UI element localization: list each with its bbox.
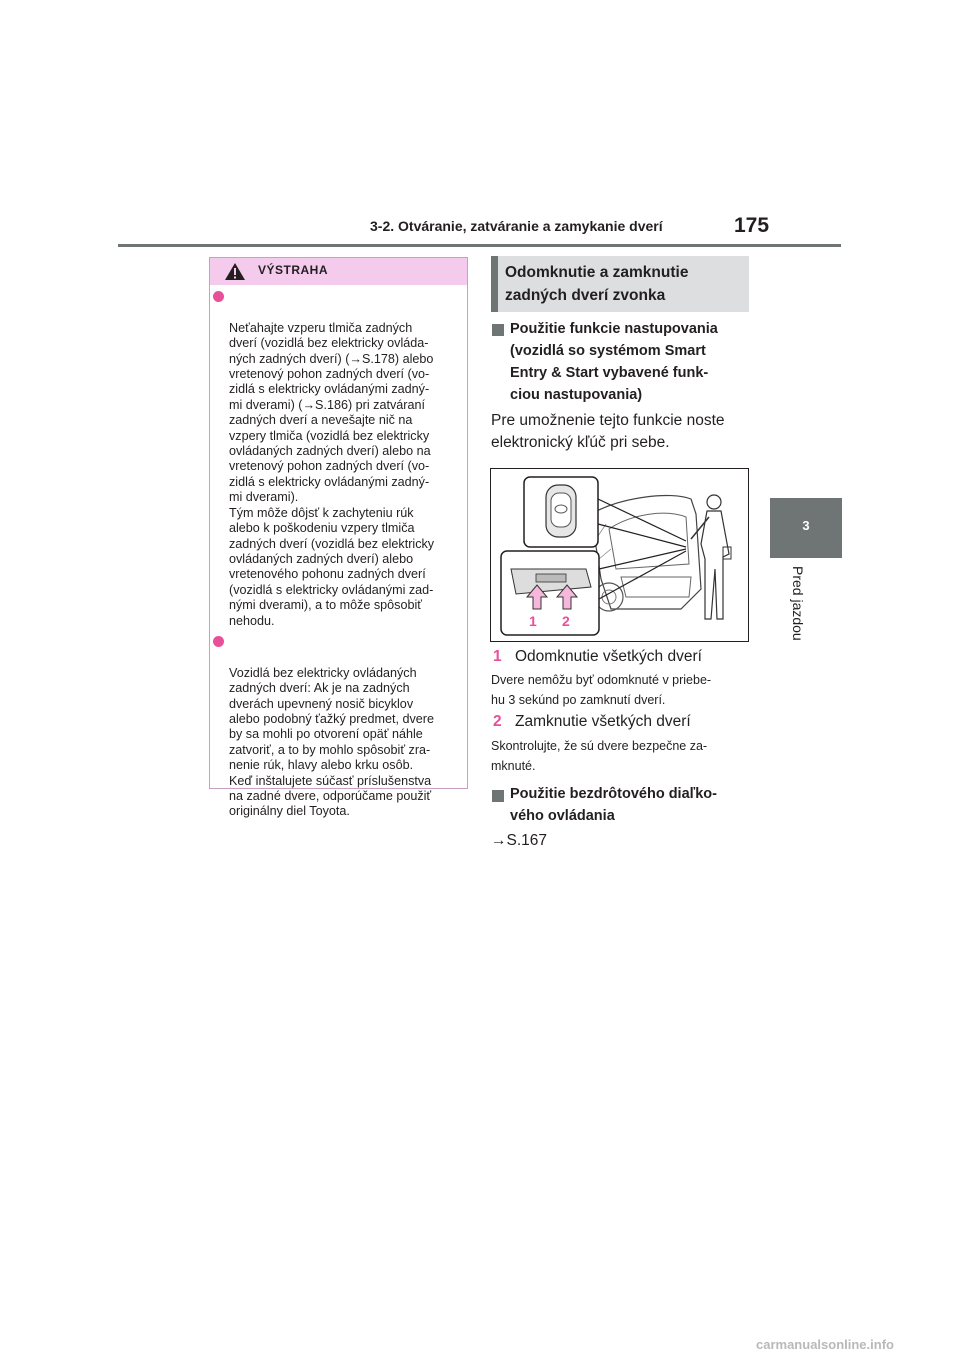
warning-item-text: Neťahajte vzperu tlmiča zadných dverí (vozidlá bez elektricky ovláda- ných zadných dverí) (→S.178) alebo vretenový pohon zadných dverí (vo- zidlá s elektricky ovládanými zadný- mi dverami) (→S.186) pri zatváraní zadných dverí a nevešajte nič na vzpery tlmiča (vozidlá bez elektricky ovládaných zadných dverí) alebo na vretenový pohon zadných dverí (vo- zidlá s elektricky ovládanými zadný- mi dverami). Tým môže dôjsť k zachyteniu rúk alebo k poškodeniu vzpery tlmiča zadných dverí (vozidlá bez elektricky ovládaných zadných dverí) alebo vretenového pohonu zadných dverí (vozidlá s elektricky ovládanými zad- nými dverami), a to môže spôsobiť nehodu. (229, 320, 435, 628)
illustration-label-1: 1 (529, 613, 537, 629)
chapter-number: 3 (802, 518, 810, 533)
section-title: Odomknutie a zamknutie zadných dverí zvonka (505, 264, 689, 304)
page-reference-link[interactable]: →S.167 (491, 832, 548, 849)
warning-item-text: Vozidlá bez elektricky ovládaných zadných dverí: Ak je na zadných dverách upevnený nosič bicyklov alebo podobný ťažký predmet, dvere by sa mohli po otvorení opäť náhle zatvoriť, a to by mohlo spôsobiť zra- nenie rúk, hlavy alebo krku osôb. Keď inštalujete súčasť príslušenstva na zadné dvere, odporúčame použiť originálny diel Toyota. (229, 665, 434, 819)
warning-header (210, 258, 467, 285)
item-number: 1 (493, 648, 502, 665)
section-heading-bar (491, 256, 498, 312)
illustration-label-2: 2 (562, 613, 570, 629)
warning-item (213, 635, 465, 820)
subheading-entry-function: Použitie funkcie nastupovania (vozidlá so systémom Smart Entry & Start vybavené funk- ciou nastupovania) (510, 321, 718, 403)
item-text: Zamknutie všetkých dverí (515, 713, 691, 730)
chapter-title-wrap (790, 566, 881, 641)
chapter-title: Pred jazdou (790, 566, 806, 641)
paragraph-key: Pre umožnenie tejto funkcie noste elektronický kľúč pri sebe. (491, 412, 725, 451)
chapter-tab[interactable] (770, 498, 842, 558)
square-bullet-icon (492, 324, 504, 336)
warning-item (213, 290, 465, 629)
item-text: Odomknutie všetkých dverí (515, 648, 702, 665)
item-note: Dvere nemôžu byť odomknuté v priebe- hu 3 sekúnd po zamknutí dverí. (491, 673, 712, 707)
section-header: 3-2. Otváranie, zatváranie a zamykanie dverí (370, 218, 663, 234)
warning-title: VÝSTRAHA (258, 263, 329, 277)
subheading-remote: Použitie bezdrôtového diaľko- vého ovládania (510, 786, 717, 824)
warning-body (213, 290, 465, 826)
bullet-icon (213, 636, 224, 647)
bullet-icon (213, 291, 224, 302)
watermark-logo: carmanualsonline.info (756, 1337, 894, 1352)
square-bullet-icon (492, 790, 504, 802)
list-item (493, 713, 691, 731)
item-number: 2 (493, 713, 502, 730)
page-number: 175 (734, 214, 770, 237)
illustration-back-door (490, 468, 749, 642)
list-item (493, 648, 702, 666)
warning-triangle-icon (224, 262, 246, 286)
header-rule (118, 244, 841, 247)
item-note: Skontrolujte, že sú dvere bezpečne za- mknuté. (491, 739, 708, 773)
